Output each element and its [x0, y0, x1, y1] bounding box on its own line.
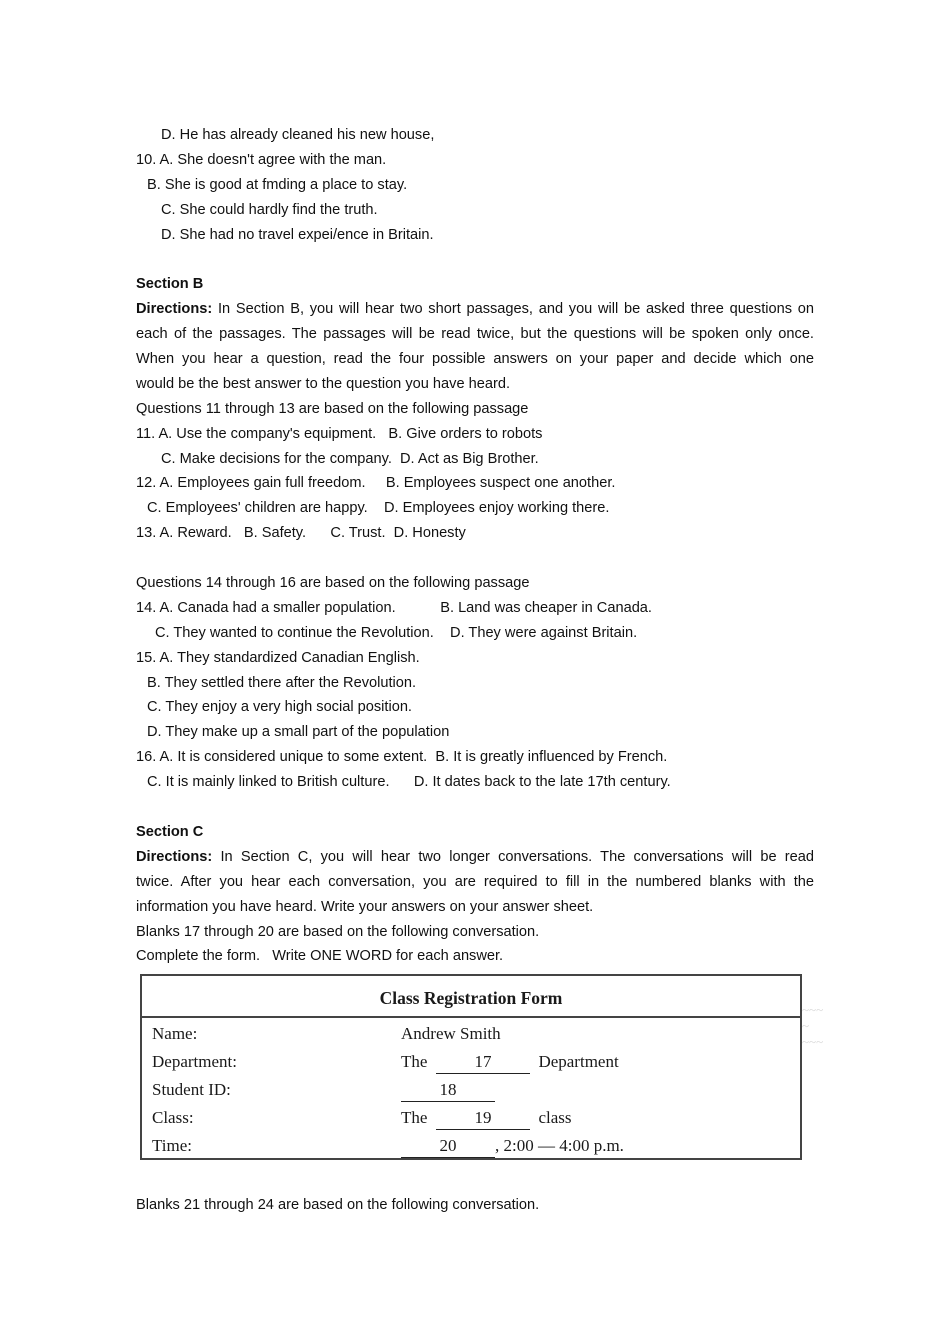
time-label: Time:: [152, 1136, 193, 1155]
section-b-directions-line-1: [136, 297, 814, 322]
q15-option-d: D. They make up a small part of the population: [147, 724, 450, 741]
class-label: Class:: [152, 1108, 194, 1127]
blanks-21-24-intro: Blanks 21 through 24 are based on the following conversation.: [136, 1197, 540, 1213]
q13-options: 13. A. Reward. B. Safety. C. Trust. D. Honesty: [136, 525, 466, 542]
form-row-department: [152, 1048, 792, 1076]
q15-option-c: C. They enjoy a very high social position.: [147, 699, 412, 716]
directions-text: In Section B, you will hear two short passages, and you will be asked three questions on: [217, 301, 814, 318]
section-c-directions-line-3: information you have heard. Write your answers on your answer sheet.: [136, 898, 594, 915]
name-value: Andrew Smith: [401, 1024, 501, 1043]
department-prefix: The: [401, 1052, 428, 1071]
form-row-time: [152, 1132, 792, 1160]
q10-option-b: B. She is good at fmding a place to stay.: [147, 176, 408, 193]
document-page: [136, 123, 814, 969]
q11-options-cd: C. Make decisions for the company. D. Act as Big Brother.: [161, 450, 539, 467]
q11-options-ab: 11. A. Use the company's equipment. B. Give orders to robots: [136, 425, 543, 442]
blank-20: 20: [401, 1135, 495, 1158]
directions-label: Directions:: [136, 848, 213, 865]
section-b-directions-line-2: each of the passages. The passages will be read twice, but the questions will be spoken only once.: [136, 326, 814, 343]
department-label: Department:: [152, 1052, 237, 1071]
q15-option-b: B. They settled there after the Revolution.: [147, 674, 417, 691]
section-b-directions-line-4: would be the best answer to the question you have heard.: [136, 375, 511, 392]
passage-2-intro: Questions 14 through 16 are based on the following passage: [136, 575, 530, 592]
directions-text: In Section C, you will hear two longer conversations. The conversations will be read: [220, 848, 814, 865]
q10-option-a: 10. A. She doesn't agree with the man.: [136, 151, 387, 168]
scan-bleed-through: ~~~ ~ ~~~: [802, 1002, 824, 1049]
time-suffix: , 2:00 — 4:00 p.m.: [495, 1136, 624, 1155]
form-row-class: [152, 1104, 792, 1132]
form-row-student-id: [152, 1076, 792, 1104]
section-c-title: Section C: [136, 823, 204, 840]
name-label: Name:: [152, 1024, 198, 1043]
q9-option-d: D. He has already cleaned his new house,: [161, 127, 435, 143]
department-suffix: Department: [538, 1052, 619, 1071]
form-title: Class Registration Form: [142, 976, 800, 1018]
section-b-directions-line-3: When you hear a question, read the four possible answers on your paper and decide which one: [136, 351, 814, 368]
directions-label: Directions:: [136, 301, 213, 318]
class-prefix: The: [401, 1108, 428, 1127]
form-row-name: [152, 1020, 792, 1048]
q10-option-d: D. She had no travel expei/ence in Britain.: [161, 226, 434, 243]
form-instruction: Complete the form. Write ONE WORD for each answer.: [136, 948, 504, 965]
q15-option-a: 15. A. They standardized Canadian English.: [136, 649, 420, 666]
q14-options-cd: C. They wanted to continue the Revolution. D. They were against Britain.: [155, 624, 638, 641]
student-id-label: Student ID:: [152, 1080, 231, 1099]
passage-1-intro: Questions 11 through 13 are based on the following passage: [136, 400, 529, 417]
blank-18: 18: [401, 1079, 495, 1102]
q16-options-cd: C. It is mainly linked to British culture. D. It dates back to the late 17th century.: [147, 774, 671, 791]
section-b-title: Section B: [136, 276, 204, 293]
q12-options-ab: 12. A. Employees gain full freedom. B. Employees suspect one another.: [136, 475, 616, 492]
section-c-directions-line-2: twice. After you hear each conversation, you are required to fill in the numbered blanks with the: [136, 873, 814, 890]
section-c-directions-line-1: [136, 845, 814, 870]
q10-option-c: C. She could hardly find the truth.: [161, 201, 378, 218]
q14-options-ab: 14. A. Canada had a smaller population. B. Land was cheaper in Canada.: [136, 599, 652, 616]
q12-options-cd: C. Employees' children are happy. D. Employees enjoy working there.: [147, 500, 610, 517]
q16-options-ab: 16. A. It is considered unique to some extent. B. It is greatly influenced by French.: [136, 749, 668, 766]
blank-19: 19: [436, 1107, 530, 1130]
class-registration-form: [140, 974, 824, 1160]
blank-17: 17: [436, 1051, 530, 1074]
blanks-17-20-intro: Blanks 17 through 20 are based on the following conversation.: [136, 923, 540, 940]
class-suffix: class: [538, 1108, 572, 1127]
